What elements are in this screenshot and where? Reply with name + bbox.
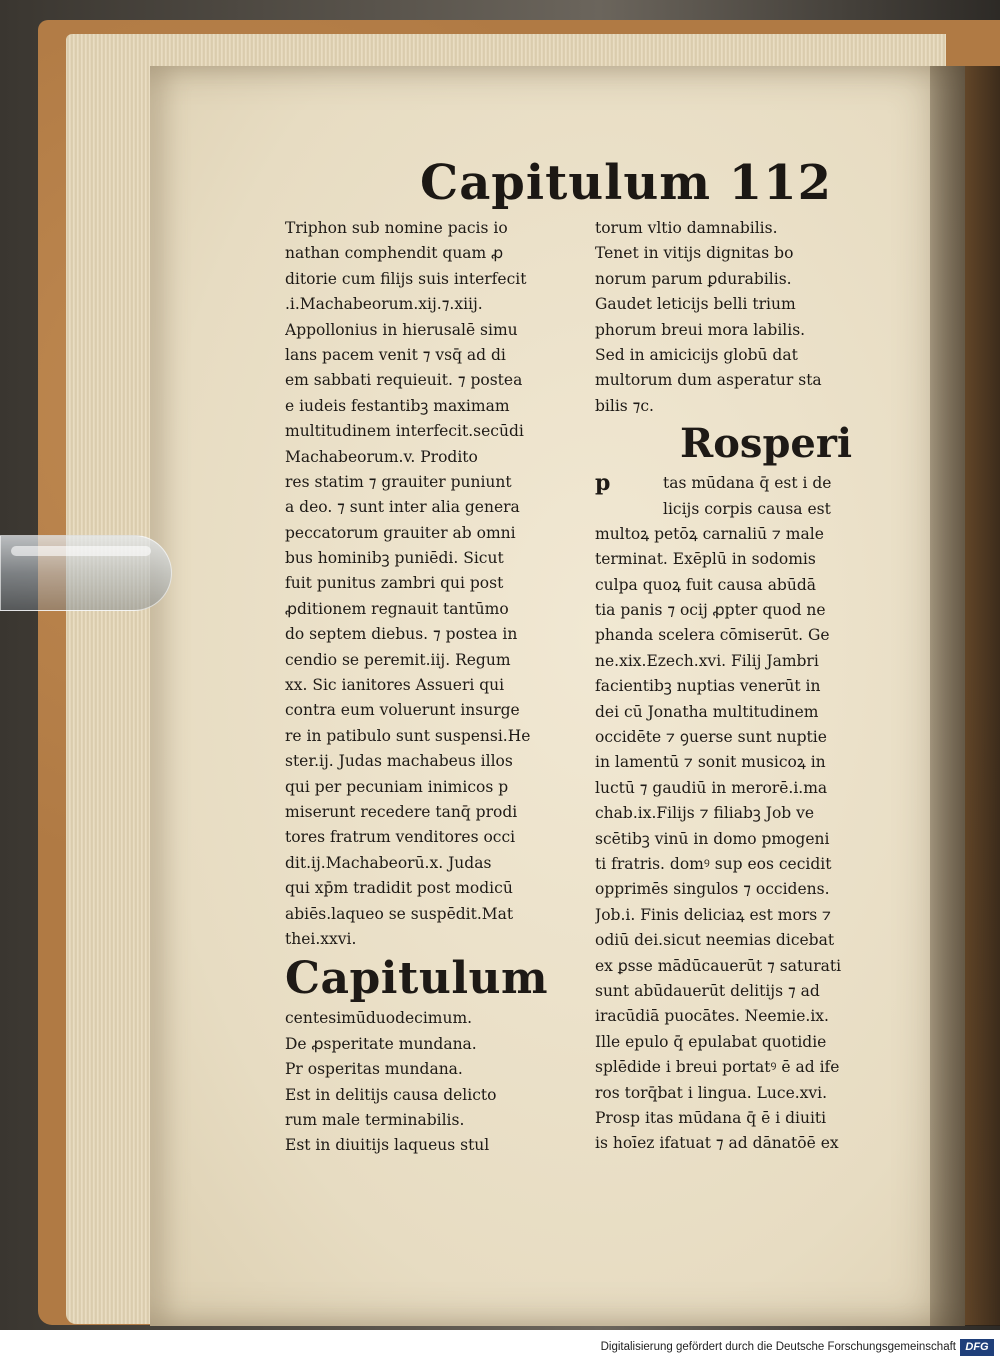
text-line: multorum dum asperatur sta xyxy=(595,371,822,390)
text-line: Prosp itas mūdana q̄ ē i diuiti xyxy=(595,1108,827,1127)
text-line: ne.xix.Ezech.xvi. Filij Jambri xyxy=(595,651,819,670)
text-line: cendio se peremit.iij. Regum xyxy=(285,650,511,669)
chapter-intro-lines xyxy=(285,1006,565,1158)
right-top-lines xyxy=(595,216,870,419)
text-line: dei cū Jonatha multitudinem xyxy=(595,702,819,721)
text-line: res statim ⁊ grauiter puniunt xyxy=(285,472,512,491)
text-line: bilis ⁊c. xyxy=(595,396,654,415)
text-line: fuit punitus zambri qui post xyxy=(285,574,504,593)
running-head: Capitulum 112 xyxy=(420,155,832,211)
text-line: ti fratris. domꝰ sup eos cecidit xyxy=(595,854,832,873)
footer-credit: Digitalisierung gefördert durch die Deutsche Forschungsgemeinschaft xyxy=(600,1341,956,1353)
text-line: in lamentū ⁊ sonit musicoꝝ in xyxy=(595,753,826,772)
text-line: odiū dei.sicut neemias dicebat xyxy=(595,931,835,950)
text-line: iracūdiā puocātes. Neemie.ix. xyxy=(595,1007,829,1026)
text-line: e iudeis festantibꝫ maximam xyxy=(285,396,510,415)
text-line: multoꝝ petōꝝ carnaliū ⁊ male xyxy=(595,524,824,543)
text-line: qui per pecuniam inimicos p xyxy=(285,777,509,796)
text-line: dit.ij.Machabeorū.x. Judas xyxy=(285,853,492,872)
text-line: do septem diebus. ⁊ postea in xyxy=(285,625,518,644)
right-text-column xyxy=(595,216,870,1157)
text-line: lans pacem venit ⁊ vsq̄ ad di xyxy=(285,345,506,364)
text-line: norum parum ꝑdurabilis. xyxy=(595,269,792,288)
text-line: occidēte ⁊ ꝯuerse sunt nuptie xyxy=(595,728,827,747)
text-line: re in patibulo sunt suspensi.He xyxy=(285,726,531,745)
text-line: .i.Machabeorum.xij.⁊.xiij. xyxy=(285,295,483,314)
text-line: ditorie cum filijs suis interfecit xyxy=(285,269,527,288)
text-line: ros torq̄bat i lingua. Luce.xvi. xyxy=(595,1083,828,1102)
text-line: ex ꝑsse mādūcauerūt ⁊ saturati xyxy=(595,956,842,975)
text-line: Machabeorum.v. Prodito xyxy=(285,447,478,466)
text-line: terminat. Exēplū in sodomis xyxy=(595,550,816,569)
text-line: xx. Sic ianitores Assueri qui xyxy=(285,676,505,695)
text-line: luctū ⁊ gaudiū in merorē.i.ma xyxy=(595,778,828,797)
text-line: Triphon sub nomine pacis io xyxy=(285,219,508,237)
glass-page-weight xyxy=(0,535,172,611)
text-line: Appollonius in hierusalē simu xyxy=(285,320,518,339)
text-line: opprimēs singulos ⁊ occidens. xyxy=(595,880,830,899)
section-heading-row xyxy=(595,419,870,471)
indented-line: licijs corpis causa est xyxy=(663,499,831,518)
text-line: splēdide i breui portatꝰ ē ad ife xyxy=(595,1058,840,1077)
dfg-logo: DFG xyxy=(960,1339,994,1356)
text-line: scētibꝫ vinū in domo pmogeni xyxy=(595,829,830,848)
text-line: tia panis ⁊ ocij ꝓpter quod ne xyxy=(595,601,826,620)
chapter-heading: Capitulum xyxy=(285,953,549,1005)
text-line: Est in delitijs causa delicto xyxy=(285,1085,497,1104)
text-line: tores fratrum venditores occi xyxy=(285,828,516,847)
text-line: em sabbati requieuit. ⁊ postea xyxy=(285,371,523,390)
initial-letter: p xyxy=(595,470,611,497)
text-line: contra eum voluerunt insurge xyxy=(285,701,520,720)
text-line: miserunt recedere tanq̄ prodi xyxy=(285,802,518,821)
text-line: De ꝓsperitate mundana. xyxy=(285,1034,477,1053)
text-line: Est in diuitijs laqueus stul xyxy=(285,1136,490,1155)
section-heading-word: Rosperi xyxy=(680,420,853,468)
initial-line-text: tas mūdana q̄ est i de xyxy=(663,474,832,493)
text-line: rum male terminabilis. xyxy=(285,1110,465,1129)
right-bottom-lines xyxy=(595,522,870,1157)
text-line: phorum breui mora labilis. xyxy=(595,320,806,339)
text-line: nathan comphendit quam ꝓ xyxy=(285,244,504,263)
text-line: Job.i. Finis deliciaꝝ est mors ⁊ xyxy=(595,905,831,924)
text-line: abiēs.laqueo se suspēdit.Mat xyxy=(285,904,514,923)
footer-banner xyxy=(0,1330,1000,1367)
text-line: Tenet in vitijs dignitas bo xyxy=(595,244,794,263)
text-line: multitudinem interfecit.secūdi xyxy=(285,422,524,441)
text-line: centesimūduodecimum. xyxy=(285,1009,473,1028)
text-line: bus hominibꝫ puniēdi. Sicut xyxy=(285,549,504,568)
text-line: Ille epulo q̄ epulabat quotidie xyxy=(595,1032,827,1051)
gutter-shadow xyxy=(930,66,1000,1326)
left-body-lines xyxy=(285,216,565,952)
text-line: ꝓditionem regnauit tantūmo xyxy=(285,599,509,618)
text-line: thei.xxvi. xyxy=(285,929,357,948)
left-text-column xyxy=(285,216,565,1159)
text-line: sunt abūdauerūt delitijs ⁊ ad xyxy=(595,981,820,1000)
text-line: phanda scelera cōmiserūt. Ge xyxy=(595,626,830,645)
text-line: Sed in amicicijs globū dat xyxy=(595,345,798,364)
text-line: Gaudet leticijs belli trium xyxy=(595,295,796,314)
text-line: torum vltio damnabilis. xyxy=(595,219,778,237)
text-line: ster.ij. Judas machabeus illos xyxy=(285,752,513,771)
text-line: a deo. ⁊ sunt inter alia genera xyxy=(285,498,520,517)
text-line: peccatorum grauiter ab omni xyxy=(285,523,516,542)
text-line: is hoīez ifatuat ⁊ ad dānatōē ex xyxy=(595,1134,839,1153)
text-line: Pr osperitas mundana. xyxy=(285,1060,463,1079)
text-line: culpa quoꝝ fuit causa abūdā xyxy=(595,575,817,594)
text-line: qui xp̄m tradidit post modicū xyxy=(285,879,513,898)
text-line: chab.ix.Filijs ⁊ filiabꝫ Job ve xyxy=(595,804,815,823)
text-line: facientibꝫ nuptias venerūt in xyxy=(595,677,821,696)
initial-line xyxy=(595,471,870,496)
